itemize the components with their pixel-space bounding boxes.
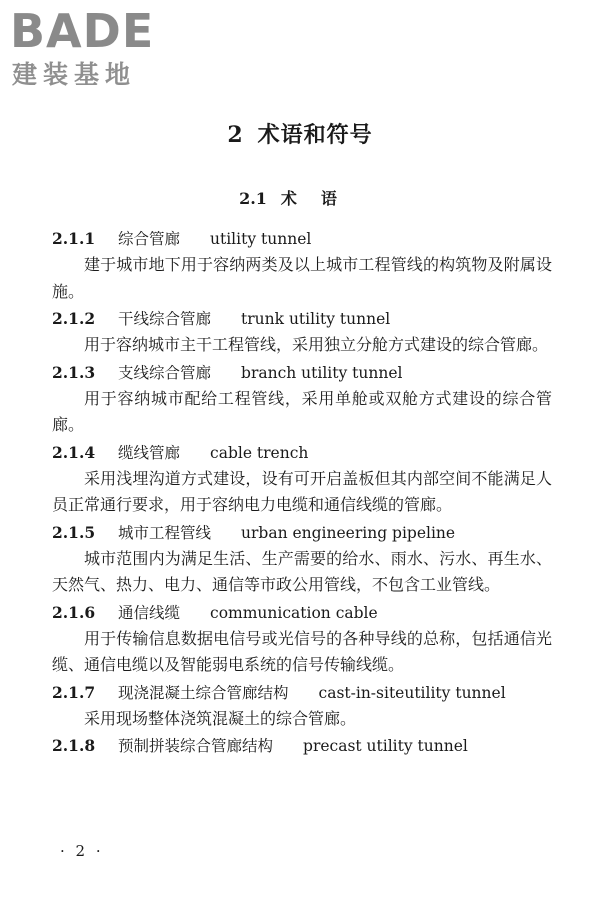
term-english: urban engineering pipeline <box>241 523 456 542</box>
chapter-title <box>0 118 600 149</box>
term-heading <box>52 733 552 759</box>
term-definition: 城市范围内为满足生活、生产需要的给水、雨水、污水、再生水、天然气、热力、电力、通信等市政公用管线，不包含工业管线。 <box>52 548 552 594</box>
section-name: 术语 <box>280 189 361 208</box>
term-english: communication cable <box>210 603 378 622</box>
logo-subtitle: 建装基地 <box>12 60 137 89</box>
term-chinese: 干线综合管廊 <box>118 310 212 328</box>
section-number: 2.1 <box>239 189 267 208</box>
page-number: · 2 · <box>60 842 104 860</box>
term-entry <box>52 440 552 519</box>
bade-logo <box>10 6 180 90</box>
term-english: precast utility tunnel <box>303 737 468 755</box>
term-chinese: 通信线缆 <box>118 603 181 622</box>
term-definition: 用于传输信息数据电信号或光信号的各种导线的总称，包括通信光缆、通信电缆以及智能弱电系统的信号传输线缆。 <box>52 628 552 674</box>
term-number: 2.1.3 <box>52 362 96 382</box>
term-entry <box>52 360 552 439</box>
term-entry <box>52 520 552 599</box>
term-entry <box>52 600 552 679</box>
term-english: utility tunnel <box>210 230 312 248</box>
term-definition: 采用浅埋沟道方式建设，设有可开启盖板但其内部空间不能满足人员正常通行要求，用于容纳电力电缆和通信线缆的管廊。 <box>52 468 552 514</box>
term-chinese: 预制拼装综合管廊结构 <box>118 737 274 755</box>
section-title <box>0 186 600 209</box>
term-heading <box>52 600 552 626</box>
term-number: 2.1.6 <box>52 602 96 622</box>
term-entry <box>52 226 552 305</box>
chapter-name: 术语和符号 <box>257 122 373 148</box>
term-chinese: 支线综合管廊 <box>118 363 212 382</box>
term-heading <box>52 360 552 386</box>
term-english: cast-in-siteutility tunnel <box>318 683 506 702</box>
term-definition: 用于容纳城市主干工程管线，采用独立分舱方式建设的综合管廊。 <box>84 335 549 354</box>
term-number: 2.1.1 <box>52 229 96 248</box>
term-number: 2.1.8 <box>52 736 96 755</box>
term-definition: 采用现场整体浇筑混凝土的综合管廊。 <box>84 708 357 728</box>
term-chinese: 城市工程管线 <box>118 523 212 542</box>
term-english: branch utility tunnel <box>241 363 403 382</box>
term-heading <box>52 520 552 546</box>
term-definition: 建于城市地下用于容纳两类及以上城市工程管线的构筑物及附属设施。 <box>52 255 552 301</box>
chapter-number: 2 <box>227 122 244 148</box>
term-number: 2.1.4 <box>52 442 96 462</box>
term-heading <box>52 226 552 252</box>
term-heading <box>52 680 552 706</box>
term-entry <box>52 733 552 759</box>
logo-wordmark: BADE <box>10 4 155 58</box>
term-entry <box>52 680 552 733</box>
term-heading <box>52 440 552 466</box>
term-english: trunk utility tunnel <box>241 310 391 328</box>
term-number: 2.1.7 <box>52 682 96 702</box>
term-heading <box>52 306 552 332</box>
term-number: 2.1.2 <box>52 309 96 328</box>
term-english: cable trench <box>210 443 309 462</box>
term-chinese: 缆线管廊 <box>118 443 181 462</box>
term-chinese: 综合管廊 <box>118 230 181 248</box>
term-definition: 用于容纳城市配给工程管线，采用单舱或双舱方式建设的综合管廊。 <box>52 388 552 434</box>
term-chinese: 现浇混凝土综合管廊结构 <box>118 683 289 702</box>
term-entry <box>52 306 552 359</box>
terms-list <box>52 226 552 759</box>
term-number: 2.1.5 <box>52 522 96 542</box>
